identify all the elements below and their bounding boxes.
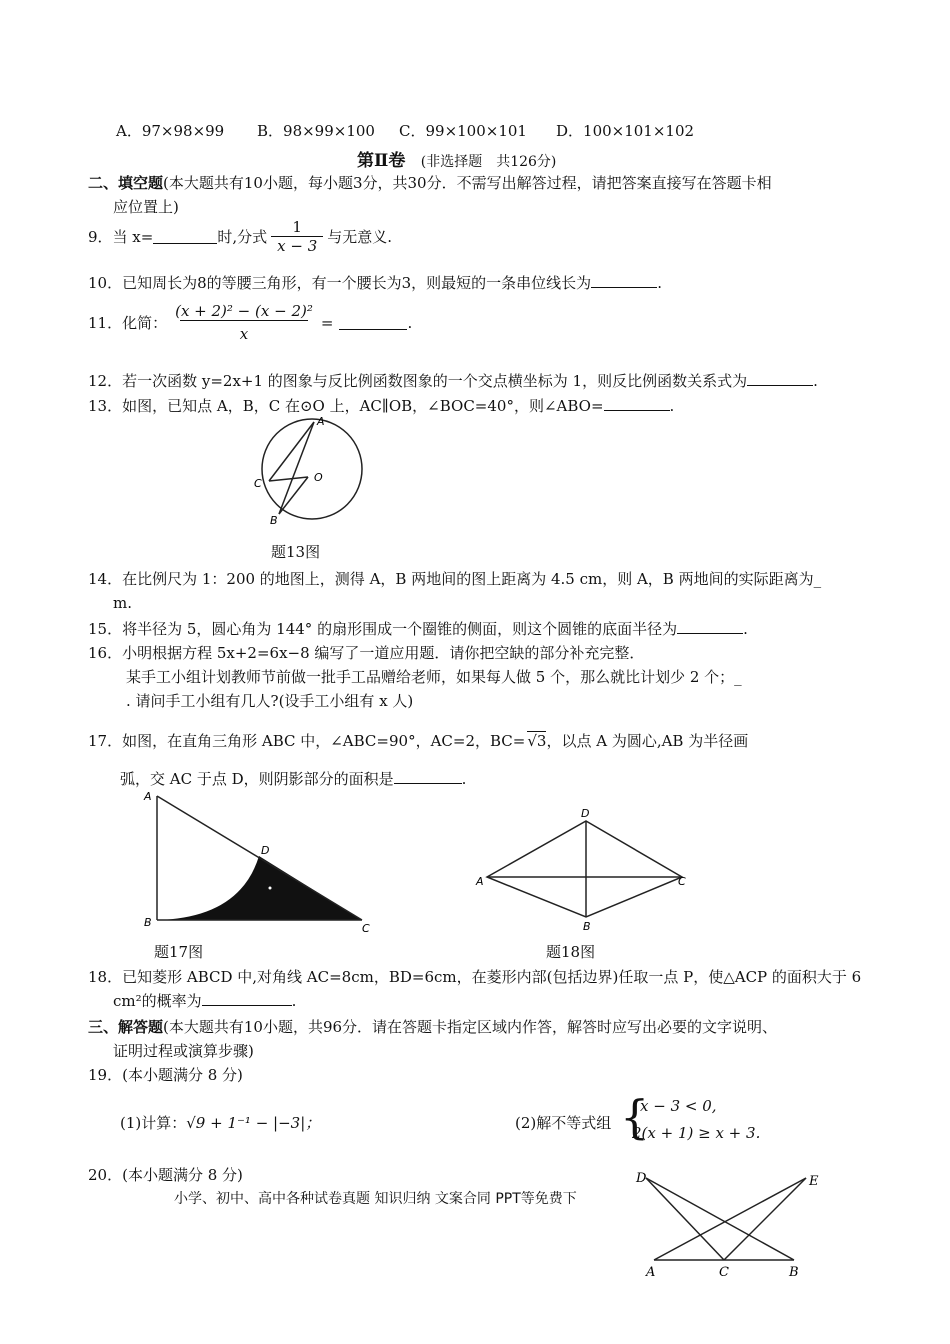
q17-label-c: C xyxy=(362,922,370,935)
q20-label-c: C xyxy=(719,1265,729,1280)
q13-line-bo xyxy=(279,477,308,514)
q13-line-ab xyxy=(279,422,314,514)
q11-pre: 11．化简： xyxy=(88,314,168,332)
q19-brace: { xyxy=(620,1090,650,1144)
q15-text: 15．将半径为 5，圆心角为 144° 的扇形围成一个圈锥的侧面，则这个圆锥的底面半径为 xyxy=(88,620,678,638)
section2-desc2: 应位置上) xyxy=(113,198,179,216)
q13-label-a: A xyxy=(317,415,325,428)
q8-option-c: C．99×100×101 xyxy=(399,122,527,140)
q17-dot xyxy=(269,887,272,890)
q15-answer-blank[interactable] xyxy=(677,619,743,634)
q20-line-db xyxy=(646,1178,794,1260)
q18-caption: 题18图 xyxy=(546,943,596,961)
question-11 xyxy=(88,302,412,343)
q14-line2: m. xyxy=(113,594,132,612)
q20-label-a: A xyxy=(646,1265,656,1280)
q17-post: . xyxy=(461,770,467,788)
q20-line-ae xyxy=(654,1178,806,1260)
q17-label-a: A xyxy=(144,790,152,803)
q18-answer-blank[interactable] xyxy=(202,991,292,1006)
part2-title-main: 第Ⅱ卷 xyxy=(357,151,406,171)
q9-fraction xyxy=(271,218,323,255)
q10-answer-blank[interactable] xyxy=(591,273,657,288)
q11-numerator: (x + 2)² − (x − 2)² xyxy=(175,302,313,320)
part2-title xyxy=(357,146,556,171)
q11-answer-blank[interactable] xyxy=(339,315,407,330)
q19-part1-expr: √9 + 1⁻¹ − |−3|； xyxy=(186,1114,321,1132)
q18-line1: 18．已知菱形 ABCD 中,对角线 AC=8cm，BD=6cm，在菱形内部(包括边界)任取一点 P，使△ACP 的面积大于 6 xyxy=(88,968,862,986)
q13-figure xyxy=(246,415,376,527)
q17-figure xyxy=(140,788,380,936)
q18-text2: cm²的概率为 xyxy=(113,992,202,1010)
footer-watermark: 小学、初中、高中各种试卷真题 知识归纳 文案合同 PPT等免费下 xyxy=(174,1191,577,1207)
q13-answer-blank[interactable] xyxy=(604,396,670,411)
q13-text: 13．如图，已知点 A，B，C 在⊙O 上，AC∥OB，∠BOC=40°，则∠ABO= xyxy=(88,397,604,415)
q9-post: 与无意义. xyxy=(327,228,393,246)
q18-post: . xyxy=(291,992,297,1010)
q17-text-b: ，以点 A 为圆心,AB 为半径画 xyxy=(546,732,749,750)
q17-answer-blank[interactable] xyxy=(394,769,462,784)
question-10 xyxy=(88,272,662,293)
q17-line2 xyxy=(120,768,466,789)
q8-option-b: B．98×99×100 xyxy=(257,122,375,140)
q11-fraction xyxy=(171,302,317,343)
q9-answer-blank[interactable] xyxy=(153,229,217,244)
section3-line1 xyxy=(88,1016,777,1037)
q11-post: . xyxy=(407,313,413,332)
question-13 xyxy=(88,395,674,416)
q12-text: 12．若一次函数 y=2x+1 的图象与反比例函数图象的一个交点横坐标为 1，则反比例函数关系式为 xyxy=(88,372,748,390)
q17-caption: 题17图 xyxy=(154,943,204,961)
q8-option-d: D．100×101×102 xyxy=(556,122,695,140)
question-12 xyxy=(88,370,818,391)
q18-label-a: A xyxy=(476,875,484,888)
question-15 xyxy=(88,618,748,639)
q17-text: 17．如图，在直角三角形 ABC 中，∠ABC=90°，AC=2，BC= xyxy=(88,732,526,750)
q13-caption: 题13图 xyxy=(271,543,321,561)
q17-label-d: D xyxy=(261,844,270,857)
q13-circle xyxy=(262,419,362,519)
section3-heading: 三、解答题 xyxy=(88,1018,164,1036)
q19-ineq1: x − 3 < 0, xyxy=(640,1097,717,1115)
q9-mid: 时,分式 xyxy=(217,228,268,246)
q17-line1 xyxy=(88,730,748,751)
q20-label-d: D xyxy=(636,1171,647,1186)
q13-line-ac xyxy=(269,422,314,481)
q18-label-b: B xyxy=(583,920,591,933)
q17-sqrt: √3 xyxy=(527,732,547,750)
q20-label-b: B xyxy=(789,1265,799,1280)
section2-heading: 二、填空题 xyxy=(88,174,164,192)
q15-post: . xyxy=(743,620,748,638)
q18-line2 xyxy=(113,990,296,1011)
q12-answer-blank[interactable] xyxy=(747,371,813,386)
q10-text: 10．已知周长为8的等腰三角形，有一个腰长为3，则最短的一条串位线长为 xyxy=(88,274,592,292)
q20-label-e: E xyxy=(809,1174,819,1189)
q10-post: . xyxy=(657,274,662,292)
q19-head: 19．(本小题满分 8 分) xyxy=(88,1066,243,1084)
q20-figure xyxy=(634,1168,834,1280)
q20-line-ce xyxy=(724,1178,806,1260)
q18-label-c: C xyxy=(678,875,686,888)
q18-rhombus xyxy=(487,821,682,917)
q12-post: . xyxy=(813,372,818,390)
q20-line-dc xyxy=(646,1178,724,1260)
section3-desc1: (本大题共有10小题，共96分．请在答题卡指定区域内作答，解答时应写出必要的文字说明、 xyxy=(163,1018,778,1036)
q17-text2: 弧，交 AC 于点 D，则阴影部分的面积是 xyxy=(120,770,394,788)
q14-line1: 14．在比例尺为 1：200 的地图上，测得 A，B 两地间的图上距离为 4.5 cm，则 A，B 两地间的实际距离为_ xyxy=(88,570,822,588)
q13-post: . xyxy=(669,397,675,415)
q18-figure xyxy=(470,805,700,933)
section3-desc2: 证明过程或演算步骤) xyxy=(113,1042,254,1060)
q11-eq: = xyxy=(320,313,334,332)
q13-label-c: C xyxy=(254,477,262,490)
q11-denominator: x xyxy=(180,320,308,343)
q9-denominator: x − 3 xyxy=(271,236,323,255)
part2-subtitle: (非选择题 共126分) xyxy=(420,154,557,170)
q17-label-b: B xyxy=(144,916,152,929)
q9-numerator: 1 xyxy=(292,218,302,236)
question-9 xyxy=(88,218,392,255)
section2-desc1: (本大题共有10小题，每小题3分，共30分．不需写出解答过程，请把答案直接写在答题卡相 xyxy=(163,174,772,192)
q16-line2: 某手工小组计划教师节前做一批手工品赠给老师，如果每人做 5 个，那么就比计划少 2 个；_ xyxy=(126,668,742,686)
q19-part2-label: (2)解不等式组 xyxy=(515,1114,612,1132)
q13-line-co xyxy=(269,477,308,481)
q19-part1-label: (1)计算： xyxy=(120,1114,187,1132)
q8-option-a: A．97×98×99 xyxy=(116,122,225,140)
q19-part1 xyxy=(120,1112,320,1133)
q9-pre: 9．当 x= xyxy=(88,228,154,246)
q13-label-o: O xyxy=(314,471,323,484)
section2-line1 xyxy=(88,172,772,193)
q16-line3: . 请问手工小组有几人?(设手工小组有 x 人) xyxy=(126,692,414,710)
q17-shaded-region xyxy=(157,856,362,920)
q16-line1: 16．小明根据方程 5x+2=6x−8 编写了一道应用题．请你把空缺的部分补充完整． xyxy=(88,644,645,662)
q19-ineq2: 2(x + 1) ≥ x + 3. xyxy=(632,1124,761,1142)
q13-label-b: B xyxy=(270,514,278,527)
q18-label-d: D xyxy=(581,807,590,820)
q20-head: 20．(本小题满分 8 分) xyxy=(88,1166,243,1184)
